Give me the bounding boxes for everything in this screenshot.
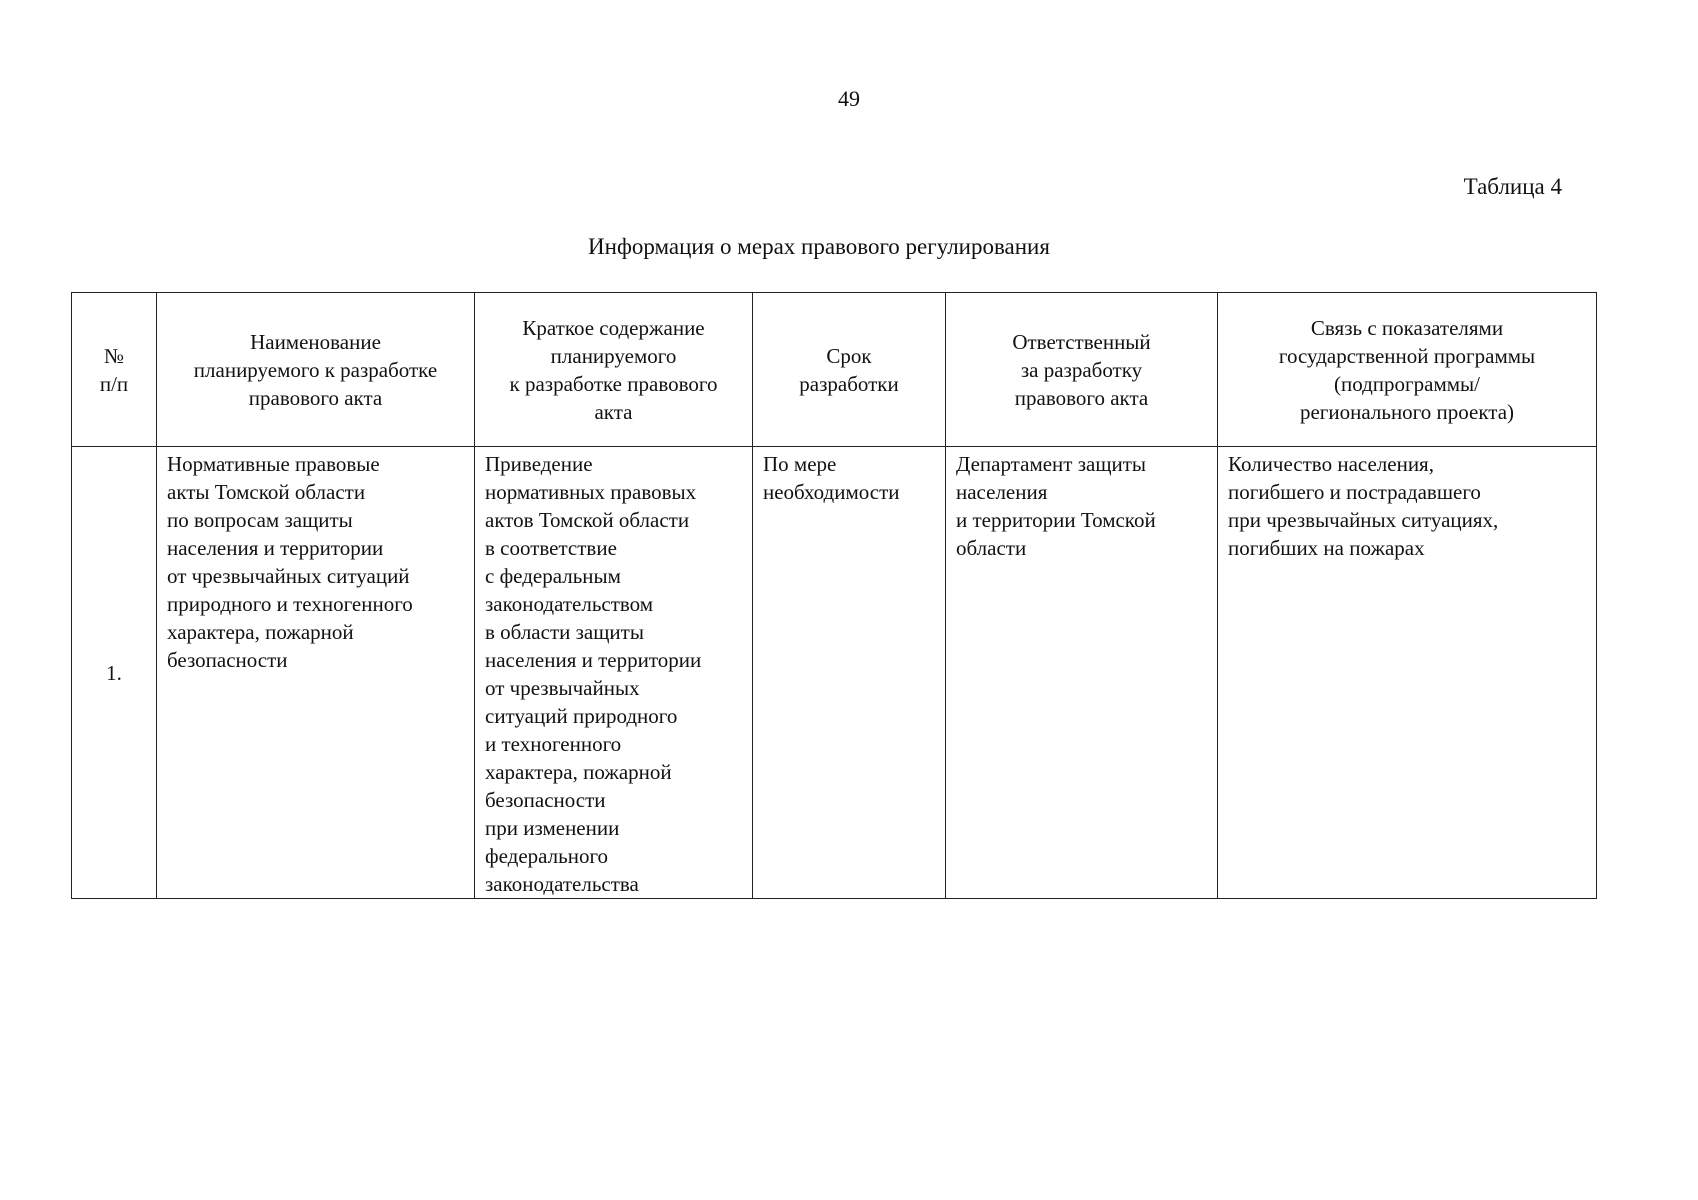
column-header-summary: Краткое содержание планируемого к разработке правового акта <box>475 293 753 447</box>
column-header-number: № п/п <box>72 293 157 447</box>
legal-measures-table <box>71 292 1597 899</box>
table-row <box>72 447 1597 899</box>
table-header-row <box>72 293 1597 447</box>
column-header-responsible: Ответственный за разработку правового акта <box>946 293 1218 447</box>
column-header-deadline: Срок разработки <box>753 293 946 447</box>
cell-indicators: Количество населения, погибшего и пострадавшего при чрезвычайных ситуациях, погибших на пожарах <box>1218 447 1597 899</box>
column-header-indicators: Связь с показателями государственной программы (подпрограммы/ регионального проекта) <box>1218 293 1597 447</box>
document-title: Информация о мерах правового регулирования <box>588 234 1050 259</box>
table-label: Таблица 4 <box>1463 174 1562 199</box>
cell-number: 1. <box>72 447 157 899</box>
cell-act-name: Нормативные правовые акты Томской области по вопросам защиты населения и территории от чрезвычайных ситуаций природного и техногенного характера, пожарной безопасности <box>157 447 475 899</box>
page-number: 49 <box>838 86 860 111</box>
column-header-act-name: Наименование планируемого к разработке правового акта <box>157 293 475 447</box>
cell-responsible: Департамент защиты населения и территории Томской области <box>946 447 1218 899</box>
cell-summary: Приведение нормативных правовых актов Томской области в соответствие с федеральным законодательством в области защиты населения и территории от чрезвычайных ситуаций природного и техногенного характера, пожарной безопасности при изменении федерального законодательства <box>475 447 753 899</box>
cell-deadline: По мере необходимости <box>753 447 946 899</box>
